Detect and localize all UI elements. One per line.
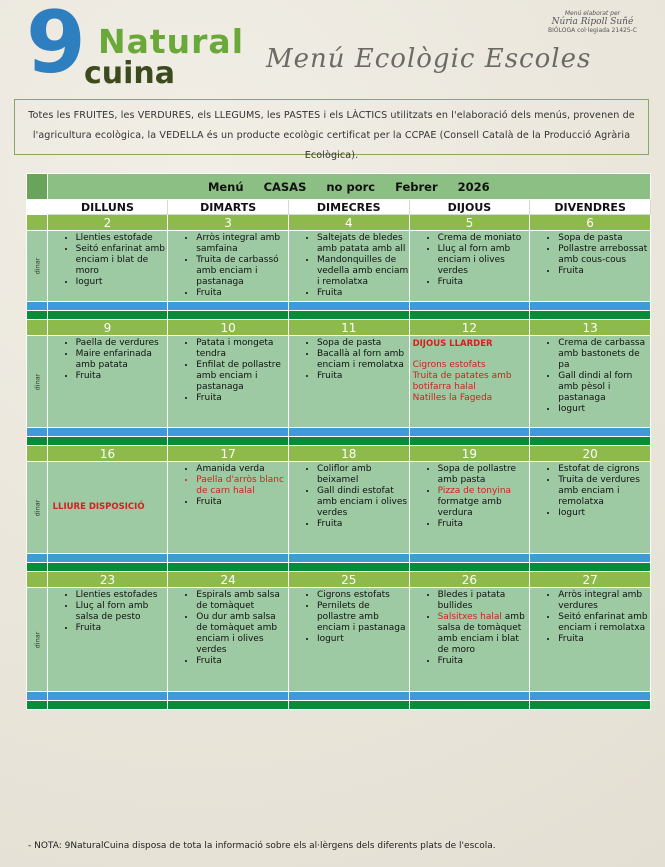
menu-item: • Pollastre arrebossat amb cous-cous <box>558 244 650 266</box>
menu-cell <box>530 231 651 302</box>
logo-cuina: cuina <box>84 56 176 91</box>
menu-item: • Pernilets de pollastre amb enciam i pastanaga <box>317 601 409 634</box>
menu-item: • Sopa de pasta <box>558 233 650 244</box>
separator-blue <box>27 692 651 701</box>
separator-blue <box>27 302 651 311</box>
menu-item: • Fruita <box>196 497 288 508</box>
week-1-menu <box>27 231 651 302</box>
separator-green <box>27 563 651 572</box>
logo-nine: 9 <box>26 0 86 93</box>
menu-cell <box>409 231 530 302</box>
meal-label: dinar <box>33 257 42 275</box>
date-cell: 17 <box>168 446 289 462</box>
separator-green <box>27 437 651 446</box>
menu-item: • Salsitxes halal amb salsa de tomàquet amb enciam i blat de moro <box>438 612 530 656</box>
author-caption: Menú elaborat per <box>564 10 621 17</box>
menu-item: • Iogurt <box>76 277 168 288</box>
menu-cell <box>47 336 168 428</box>
menu-item: • Fruita <box>438 656 530 667</box>
menu-item: • Fruita <box>317 519 409 530</box>
menu-item: • Fruita <box>438 519 530 530</box>
menu-item: • Pizza de tonyina formatge amb verdura <box>438 486 530 519</box>
menu-cell <box>168 231 289 302</box>
menu-cell <box>288 336 409 428</box>
day-friday: DIVENDRES <box>530 200 651 215</box>
menu-cell <box>47 231 168 302</box>
week-3-menu <box>27 462 651 554</box>
menu-cell <box>409 462 530 554</box>
date-cell: 9 <box>47 320 168 336</box>
day-monday: DILLUNS <box>47 200 168 215</box>
week-2-dates <box>27 320 651 336</box>
author-name: Núria Ripoll Suñé <box>551 17 634 27</box>
special-title: DIJOUS LLARDER <box>412 339 493 349</box>
menu-item: • Saltejats de bledes amb patata amb all <box>317 233 409 255</box>
menu-item: • Bledes i patata bullides <box>438 590 530 612</box>
menu-item: • Iogurt <box>317 634 409 645</box>
menu-item: • Truita de verdures amb enciam i remolatxa <box>558 475 650 508</box>
date-cell: 3 <box>168 215 289 231</box>
menu-item: • Fruita <box>76 371 168 382</box>
menu-item: • Seitó enfarinat amb enciam i remolatxa <box>558 612 650 634</box>
menu-item: • Enfilat de pollastre amb enciam i pastanaga <box>196 360 288 393</box>
meal-label: dinar <box>33 373 42 390</box>
date-cell: 4 <box>288 215 409 231</box>
date-cell: 10 <box>168 320 289 336</box>
menu-cell <box>288 462 409 554</box>
menu-item: • Arròs integral amb verdures <box>558 590 650 612</box>
notice-line-2: l'agricultura ecològica, la VEDELLA és un producte ecològic certificat per la CCPAE (Consell Català de la Producció Agrària Ecològica). <box>32 130 631 161</box>
menu-cell <box>288 588 409 692</box>
week-4-menu <box>27 588 651 692</box>
menu-cell <box>168 462 289 554</box>
menu-item: • Estofat de cigrons <box>558 464 650 475</box>
notice-line-1: Totes les FRUITES, les VERDURES, els LLEGUMS, les PASTES i els LÀCTICS utilitzats en l'elaboració dels menús, provenen de <box>28 110 635 121</box>
menu-cell <box>530 462 651 554</box>
page-title: Menú Ecològic Escoles <box>266 44 592 74</box>
meal-label: dinar <box>33 631 42 648</box>
separator-green <box>27 311 651 320</box>
meal-label: dinar <box>33 499 42 516</box>
menu-item: • Fruita <box>317 288 409 299</box>
date-cell: 13 <box>530 320 651 336</box>
menu-item: • Arròs integral amb samfaina <box>196 233 288 255</box>
brand-logo <box>26 0 256 93</box>
date-cell: 27 <box>530 572 651 588</box>
menu-item: • Crema de carbassa amb bastonets de pa <box>558 338 650 371</box>
date-cell: 19 <box>409 446 530 462</box>
date-cell: 25 <box>288 572 409 588</box>
menu-item: • Sopa de pasta <box>317 338 409 349</box>
author-block <box>548 10 637 34</box>
week-2-menu <box>27 336 651 428</box>
menu-item: • Espirals amb salsa de tomàquet <box>196 590 288 612</box>
menu-item: • Paella de verdures <box>76 338 168 349</box>
menu-item: • Cigrons estofats <box>317 590 409 601</box>
day-header-row <box>27 200 651 215</box>
menu-item: • Fruita <box>196 656 288 667</box>
free-day-cell <box>47 462 168 554</box>
menu-item: • Coliflor amb beixamel <box>317 464 409 486</box>
menu-item: • Crema de moniato <box>438 233 530 244</box>
allergen-note: - NOTA: 9NaturalCuina disposa de tota la informació sobre els al·lèrgens dels diferents plats de l'escola. <box>28 841 496 851</box>
menu-table <box>26 173 651 710</box>
menu-cell <box>409 588 530 692</box>
menu-item: • Ou dur amb salsa de tomàquet amb enciam i olives verdes <box>196 612 288 656</box>
ecology-notice <box>14 99 649 161</box>
menu-item: • Fruita <box>196 393 288 404</box>
menu-item: • Bacallà al forn amb enciam i remolatxa <box>317 349 409 371</box>
day-thursday: DIJOUS <box>409 200 530 215</box>
menu-item: • Llenties estofade <box>76 233 168 244</box>
separator-blue <box>27 554 651 563</box>
menu-cell <box>168 336 289 428</box>
menu-item: • Paella d'arròs blanc de carn halal <box>196 475 288 497</box>
menu-item: • Fruita <box>196 288 288 299</box>
logo-natural: Natural <box>98 22 245 61</box>
menu-item: • Patata i mongeta tendra <box>196 338 288 360</box>
menu-item: • Truita de carbassó amb enciam i pastanaga <box>196 255 288 288</box>
menu-cell <box>47 588 168 692</box>
menu-item: • Fruita <box>76 623 168 634</box>
table-title-row <box>27 174 651 200</box>
separator-green <box>27 701 651 710</box>
free-day-label: LLIURE DISPOSICIÓ <box>52 502 145 512</box>
menu-item: • Gall dindi al forn amb pèsol i pastanaga <box>558 371 650 404</box>
menu-item: • Lluç al forn amb salsa de pesto <box>76 601 168 623</box>
date-cell: 5 <box>409 215 530 231</box>
menu-cell <box>168 588 289 692</box>
menu-item: • Fruita <box>438 277 530 288</box>
menu-cell <box>530 588 651 692</box>
date-cell: 2 <box>47 215 168 231</box>
menu-cell <box>288 231 409 302</box>
menu-item: • Fruita <box>317 371 409 382</box>
week-3-dates <box>27 446 651 462</box>
week-4-dates <box>27 572 651 588</box>
date-cell: 12 <box>409 320 530 336</box>
menu-cell <box>530 336 651 428</box>
menu-item: • Sopa de pollastre amb pasta <box>438 464 530 486</box>
menu-item: • Amanida verda <box>196 464 288 475</box>
menu-item: • Iogurt <box>558 404 650 415</box>
menu-item: • Llenties estofades <box>76 590 168 601</box>
date-cell: 11 <box>288 320 409 336</box>
date-cell: 26 <box>409 572 530 588</box>
day-tuesday: DIMARTS <box>168 200 289 215</box>
day-wednesday: DIMECRES <box>288 200 409 215</box>
menu-item: • Fruita <box>558 634 650 645</box>
menu-item: • Seitó enfarinat amb enciam i blat de moro <box>76 244 168 277</box>
menu-item: • Maire enfarinada amb patata <box>76 349 168 371</box>
separator-blue <box>27 428 651 437</box>
menu-item: • Fruita <box>558 266 650 277</box>
date-cell: 16 <box>47 446 168 462</box>
date-cell: 24 <box>168 572 289 588</box>
menu-item: • Lluç al forn amb enciam i olives verdes <box>438 244 530 277</box>
date-cell: 23 <box>47 572 168 588</box>
date-cell: 20 <box>530 446 651 462</box>
special-menu-cell: DIJOUS LLARDER Cigrons estofats Truita de patates amb botifarra halal Natilles la Fageda <box>409 336 530 428</box>
menu-item: • Iogurt <box>558 508 650 519</box>
menu-item: • Gall dindi estofat amb enciam i olives verdes <box>317 486 409 519</box>
date-cell: 6 <box>530 215 651 231</box>
date-cell: 18 <box>288 446 409 462</box>
week-1-dates <box>27 215 651 231</box>
menu-item: • Mandonquilles de vedella amb enciam i remolatxa <box>317 255 409 288</box>
menu-title: Menú CASAS no porc Febrer 2026 <box>47 174 650 200</box>
author-credential: BIÒLOGA col·legiada 21425-C <box>547 27 637 34</box>
